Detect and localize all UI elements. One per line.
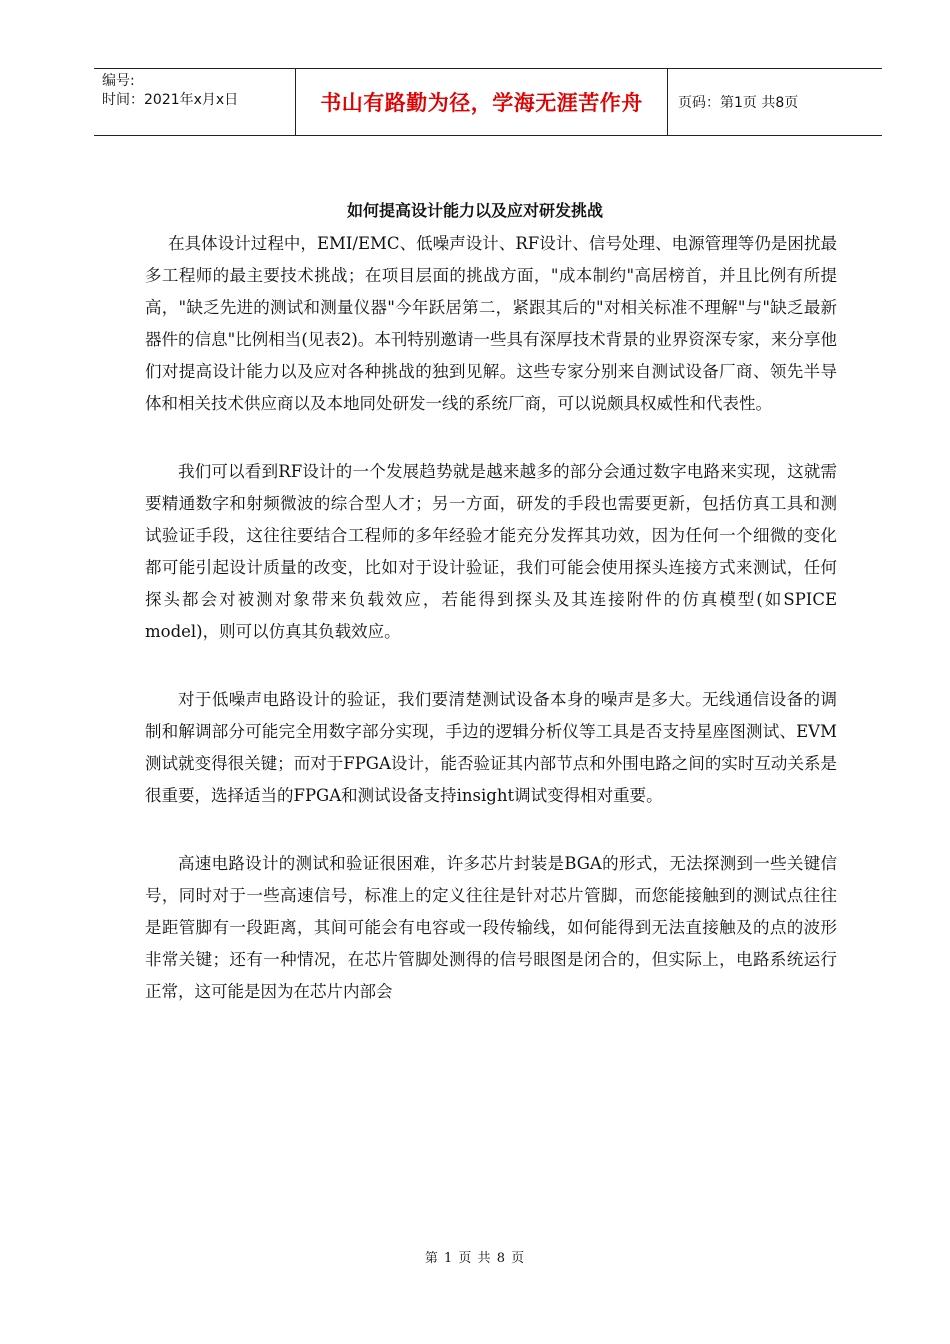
paragraph: 对于低噪声电路设计的验证，我们要清楚测试设备本身的噪声是多大。无线通信设备的调制和解调部分可能完全用数字部分实现，手边的逻辑分析仪等工具是否支持星座图测试、EVM测试就变得很关键；而对于FPGA设计，能否验证其内部节点和外围电路之间的实时互动关系是很重要，选择适当的FPGA和测试设备支持insight调试变得相对重要。 xyxy=(145,690,837,805)
header-motto: 书山有路勤为径，学海无涯苦作舟 xyxy=(295,69,668,135)
number-label: 编号: xyxy=(102,73,135,89)
paragraph: 高速电路设计的测试和验证很困难，许多芯片封装是BGA的形式，无法探测到一些关键信号，同时对于一些高速信号，标准上的定义往往是针对芯片管脚，而您能接触到的测试点往往是距管脚有一段距离，其间可能会有电容或一段传输线，如何能得到无法直接触及的点的波形非常关键；还有一种情况，在芯片管脚处测得的信号眼图是闭合的，但实际上，电路系统运行正常，这可能是因为在芯片内部会 xyxy=(145,854,837,1001)
header-table xyxy=(94,68,882,136)
document-body xyxy=(145,228,854,1008)
header-page-label: 页码：第1页 共8页 xyxy=(678,95,799,111)
page-footer: 第 1 页 共 8 页 xyxy=(424,1251,526,1266)
paragraph: 在具体设计过程中，EMI/EMC、低噪声设计、RF设计、信号处理、电源管理等仍是困扰最多工程师的最主要技术挑战；在项目层面的挑战方面，"成本制约"高居榜首，并且比例有所提高，"缺乏先进的测试和测量仪器"今年跃居第二，紧跟其后的"对相关标准不理解"与"缺乏最新器件的信息"比例相当(见表2)。本刊特别邀请一些具有深厚技术背景的业界资深专家，来分享他们对提高设计能力以及应对各种挑战的独到见解。这些专家分别来自测试设备厂商、领先半导体和相关技术供应商以及本地同处研发一线的系统厂商，可以说颇具权威性和代表性。 xyxy=(145,234,837,413)
header-left-cell xyxy=(94,69,295,135)
paragraph: 我们可以看到RF设计的一个发展趋势就是越来越多的部分会通过数字电路来实现，这就需要精通数字和射频微波的综合型人才；另一方面，研发的手段也需要更新，包括仿真工具和测试验证手段，这往往要结合工程师的多年经验才能充分发挥其功效，因为任何一个细微的变化都可能引起设计质量的改变，比如对于设计验证，我们可能会使用探头连接方式来测试，任何探头都会对被测对象带来负载效应，若能得到探头及其连接附件的仿真模型(如SPICE model)，则可以仿真其负载效应。 xyxy=(145,462,854,641)
document-title: 如何提高设计能力以及应对研发挑战 xyxy=(346,201,603,220)
time-label: 时间：2021年x月x日 xyxy=(102,92,239,108)
